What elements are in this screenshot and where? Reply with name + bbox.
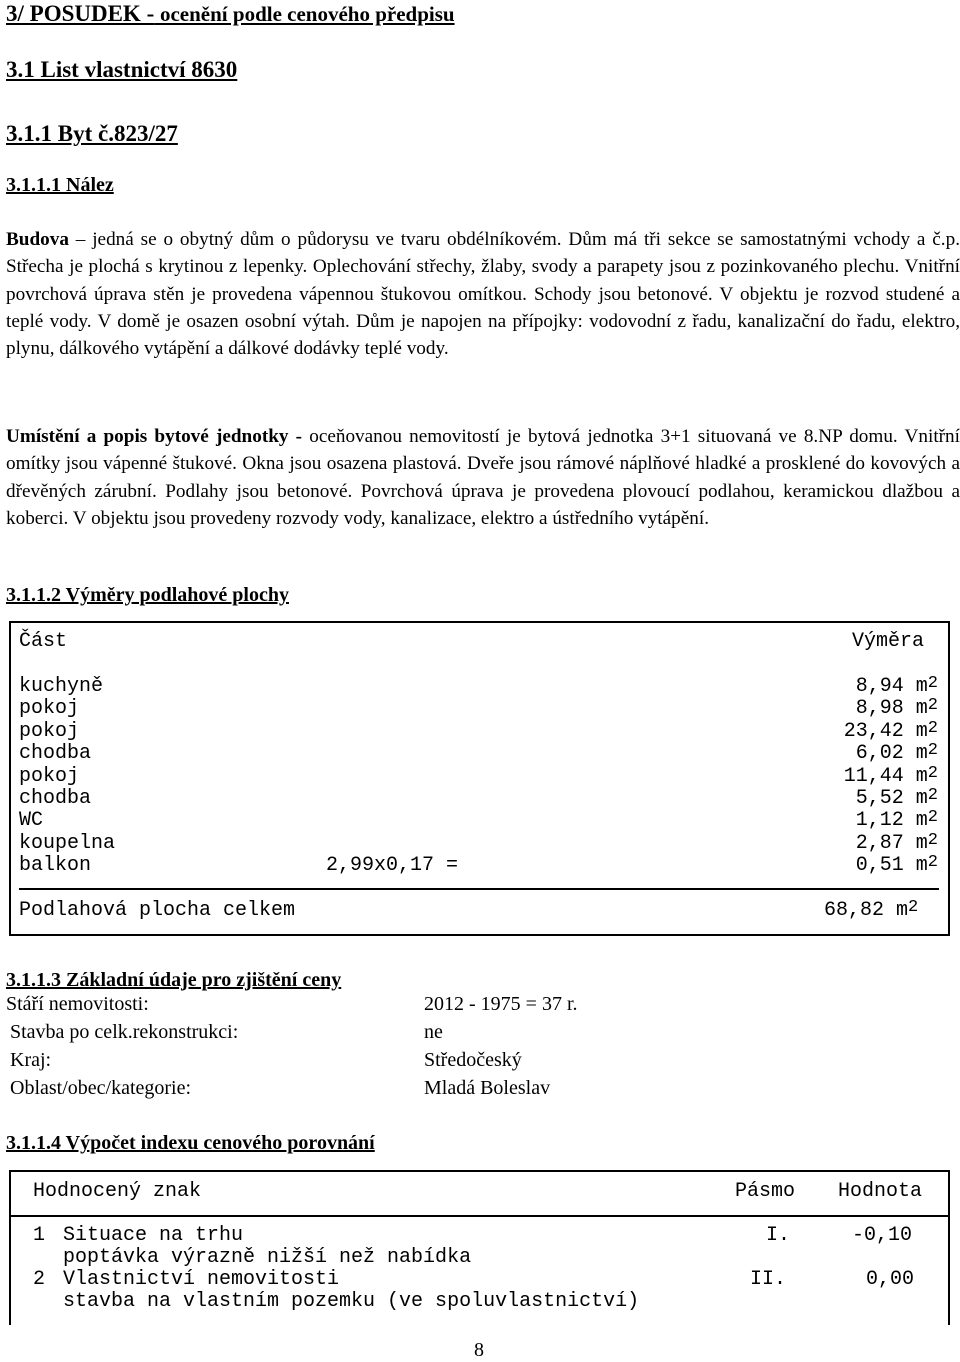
- section-3-1-1-1-heading: 3.1.1.1 Nález: [6, 174, 114, 196]
- index-row-1-value: -0,10: [852, 1224, 913, 1247]
- area-row-number: 11,44: [843, 765, 904, 788]
- area-row-number: 5,52: [855, 787, 904, 810]
- areas-total-divider: [19, 888, 939, 890]
- area-row-unit: m: [915, 787, 928, 810]
- area-row-name: pokoj: [19, 720, 80, 743]
- area-row-unit: m: [915, 675, 928, 698]
- area-row-value: [844, 721, 938, 744]
- area-row-name: koupelna: [19, 832, 116, 855]
- area-row-number: 8,98: [855, 697, 904, 720]
- index-col-value: Hodnota: [838, 1180, 923, 1203]
- area-row-name: pokoj: [19, 697, 80, 720]
- area-row-unit: m: [915, 720, 928, 743]
- basic-label-reconstruction: Stavba po celk.rekonstrukci:: [10, 1021, 239, 1043]
- index-heading: 3.1.1.4 Výpočet indexu cenového porovnání: [6, 1132, 375, 1154]
- area-row-unit: m: [915, 742, 928, 765]
- area-row-unit-sup: 2: [927, 786, 938, 805]
- areas-heading: 3.1.1.2 Výměry podlahové plochy: [6, 584, 289, 606]
- basic-value-age: 2012 - 1975 = 37 r.: [424, 993, 578, 1015]
- basic-label-age: Stáří nemovitosti:: [6, 993, 149, 1015]
- area-row-number: 23,42: [843, 720, 904, 743]
- area-row-calc: 2,99x0,17 =: [326, 854, 459, 877]
- basic-value-region: Středočeský: [424, 1049, 522, 1071]
- building-lead: Budova: [6, 229, 69, 250]
- basic-data-heading: 3.1.1.3 Základní údaje pro zjištění ceny: [6, 969, 342, 991]
- area-row-number: 2,87: [855, 832, 904, 855]
- area-row-unit-sup: 2: [927, 831, 938, 850]
- area-row-number: 1,12: [855, 809, 904, 832]
- basic-value-area: Mladá Boleslav: [424, 1077, 551, 1099]
- basic-label-area: Oblast/obec/kategorie:: [10, 1077, 192, 1099]
- building-text: – jedná se o obytný dům o půdorysu ve tvaru obdélníkovém. Dům má tři sekce se samostatnými vchody a č.p. Střecha je plochá s krytinou z lepenky. Oplechování střechy, žlaby, svody a parapety jsou z pozinkovaného plechu. Vnitřní povrchová úprava stěn je provedena vápennou štukovou omítkou. Schody jsou betonové. V objektu je rozvod studené a teplé vody. V domě je osazen osobní výtah. Dům je napojen na přípojky: vodovodní z řadu, kanalizační do řadu, elektro, plynu, dálkového vytápění a dálkové dodávky teplé vody.: [6, 229, 960, 360]
- area-row-unit-sup: 2: [927, 674, 938, 693]
- area-row-name: balkon: [19, 854, 92, 877]
- area-row-name: pokoj: [19, 765, 80, 788]
- index-row-2-name: Vlastnictví nemovitosti: [63, 1268, 340, 1291]
- index-col-zone: Pásmo: [735, 1180, 796, 1203]
- area-row-unit-sup: 2: [927, 853, 938, 872]
- unit-description: [6, 423, 960, 532]
- title-main: 3/ POSUDEK -: [6, 1, 155, 26]
- areas-total-value: [824, 900, 918, 923]
- area-row-value: [856, 698, 938, 721]
- area-row-value: [856, 855, 938, 878]
- area-row-number: 8,94: [855, 675, 904, 698]
- index-row-2-zone: II.: [750, 1268, 787, 1291]
- area-row-name: chodba: [19, 742, 92, 765]
- document-title: [6, 0, 455, 28]
- unit-lead: Umístění a popis bytové jednotky -: [6, 426, 303, 447]
- area-row-unit: m: [915, 832, 928, 855]
- area-row-unit: m: [915, 697, 928, 720]
- index-col-sign: Hodnocený znak: [33, 1180, 202, 1203]
- basic-value-reconstruction: ne: [424, 1021, 443, 1043]
- areas-total-label: Podlahová plocha celkem: [19, 899, 296, 922]
- areas-col-part: Část: [19, 630, 68, 653]
- index-row-2-num: 2: [33, 1268, 46, 1291]
- area-row-name: WC: [19, 809, 44, 832]
- area-row-value: [856, 676, 938, 699]
- area-row-value: [856, 788, 938, 811]
- area-row-number: 0,51: [855, 854, 904, 877]
- basic-label-region: Kraj:: [10, 1049, 52, 1071]
- section-3-1-heading: 3.1 List vlastnictví 8630: [6, 57, 238, 82]
- areas-total-number: 68,82: [824, 899, 885, 922]
- area-row-unit-sup: 2: [927, 741, 938, 760]
- area-row-unit: m: [915, 809, 928, 832]
- area-row-name: kuchyně: [19, 675, 104, 698]
- index-row-1-zone: I.: [766, 1224, 791, 1247]
- index-header-divider: [9, 1215, 950, 1217]
- area-row-unit-sup: 2: [927, 764, 938, 783]
- index-row-2-desc: stavba na vlastním pozemku (ve spoluvlastnictví): [63, 1290, 640, 1313]
- area-row-value: [856, 810, 938, 833]
- area-row-value: [856, 833, 938, 856]
- page-number: 8: [474, 1339, 484, 1361]
- area-row-unit: m: [915, 854, 928, 877]
- area-row-value: [856, 743, 938, 766]
- area-row-number: 6,02: [855, 742, 904, 765]
- unit-text: oceňovanou nemovitostí je bytová jednotka 3+1 situovaná ve 8.NP domu. Vnitřní omítky jsou vápenné štukové. Okna jsou osazena plastová. Dveře jsou rámové náplňové hladké a prosklené do kovových a dřevěných zárubní. Podlahy jsou betonové. Povrchová úprava je provedena plovoucí podlahou, keramickou dlažbou a koberci. V objektu jsou provedeny rozvody vody, kanalizace, elektro a ústředního vytápění.: [6, 426, 960, 529]
- section-3-1-1-heading: 3.1.1 Byt č.823/27: [6, 121, 178, 146]
- area-row-unit: m: [915, 765, 928, 788]
- area-row-unit-sup: 2: [927, 719, 938, 738]
- area-row-name: chodba: [19, 787, 92, 810]
- area-row-unit-sup: 2: [927, 808, 938, 827]
- index-row-1-desc: poptávka výrazně nižší než nabídka: [63, 1246, 472, 1269]
- areas-total-unit: m: [896, 899, 909, 922]
- building-description: [6, 226, 960, 362]
- area-row-value: [844, 766, 938, 789]
- area-row-unit-sup: 2: [927, 696, 938, 715]
- areas-col-area: Výměra: [852, 630, 925, 653]
- areas-total-unit-sup: 2: [908, 898, 919, 917]
- index-row-1-name: Situace na trhu: [63, 1224, 244, 1247]
- index-row-1-num: 1: [33, 1224, 46, 1247]
- title-subtitle: ocenění podle cenového předpisu: [159, 2, 455, 26]
- index-row-2-value: 0,00: [866, 1268, 915, 1291]
